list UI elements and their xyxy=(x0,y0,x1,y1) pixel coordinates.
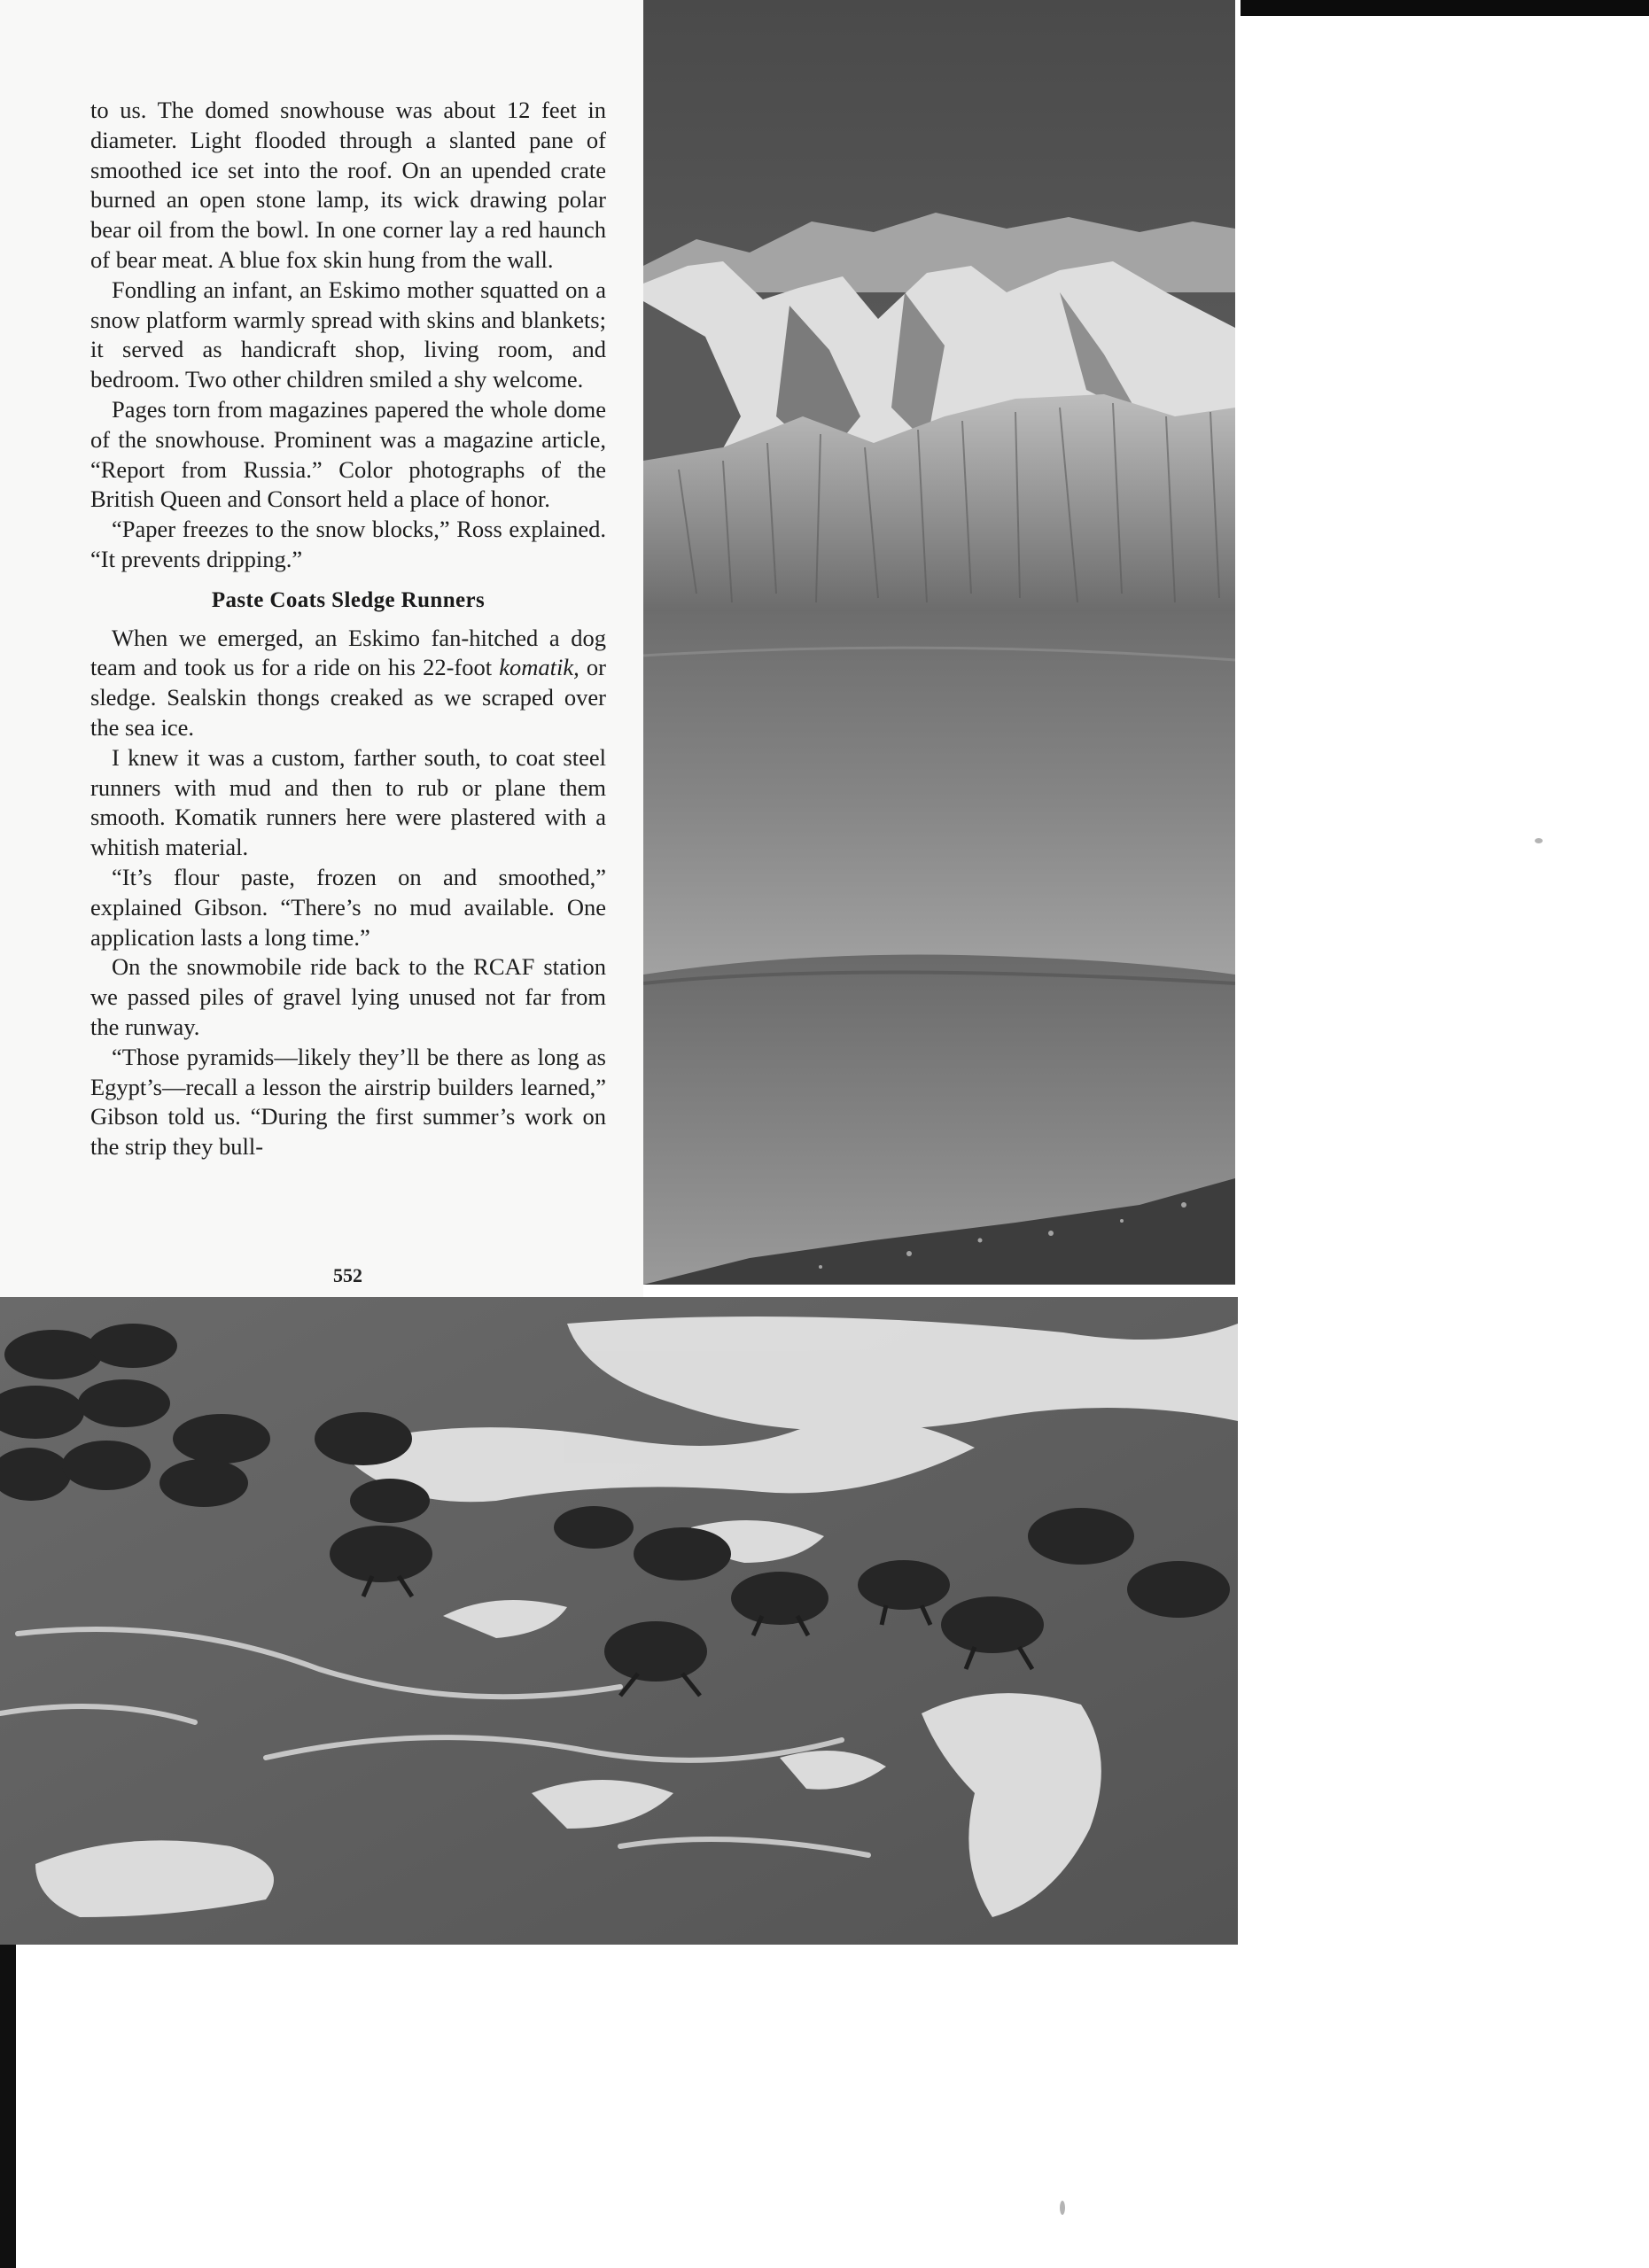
scan-speck xyxy=(1060,2201,1065,2215)
scan-edge-left xyxy=(0,1945,16,2268)
text-column-panel xyxy=(0,0,643,1297)
scan-speck xyxy=(1535,838,1543,843)
article-text xyxy=(90,96,606,1162)
paragraph xyxy=(90,624,606,743)
paragraph: “It’s flour paste, frozen on and smoothed,” explained Gibson. “There’s no mud available. One application lasts a long time.” xyxy=(90,863,606,951)
section-subheading: Paste Coats Sledge Runners xyxy=(211,587,486,612)
paragraph: “Those pyramids—likely they’ll be there as long as Egypt’s—recall a lesson the airstrip builders learned,” Gibson told us. “During the first summer’s work on the strip they bull- xyxy=(90,1043,606,1161)
paragraph: “Paper freezes to the snow blocks,” Ross explained. “It prevents dripping.” xyxy=(90,516,606,572)
paragraph: to us. The domed snowhouse was about 12 feet in diameter. Light flooded through a slanted pane of smoothed ice set into the roof. On an upended crate burned an open stone lamp, its wick drawing polar bear oil from the bowl. In one corner lay a red haunch of bear meat. A blue fox skin hung from the wall. xyxy=(90,97,606,273)
musk-oxen-photo xyxy=(0,1297,1238,1945)
paragraph-text: or sledge. Sealskin thongs creaked as we scraped over the sea ice. xyxy=(90,654,607,741)
paragraph-text: When we emerged, an Eskimo fan-hitched a dog team and took us for a ride on his 22-foot xyxy=(90,624,606,681)
scan-edge-top xyxy=(1241,0,1649,16)
paragraph: On the snowmobile ride back to the RCAF station we passed piles of gravel lying unused not far from the runway. xyxy=(90,953,606,1040)
paragraph: Fondling an infant, an Eskimo mother squatted on a snow platform warmly spread with skins and blankets; it served as handicraft shop, living room, and bedroom. Two other children smiled a shy welcome. xyxy=(90,276,606,393)
paragraph: Pages torn from magazines papered the whole dome of the snowhouse. Prominent was a magazine article, “Report from Russia.” Color photographs of the British Queen and Consort held a place of honor. xyxy=(90,395,606,513)
italic-term: komatik, xyxy=(499,654,579,681)
mountain-fjord-photo xyxy=(643,0,1235,1285)
page-number: 552 xyxy=(333,1264,362,1286)
paragraph: I knew it was a custom, farther south, to coat steel runners with mud and then to rub or plane them smooth. Komatik runners here were plastered with a whitish material. xyxy=(90,743,606,861)
